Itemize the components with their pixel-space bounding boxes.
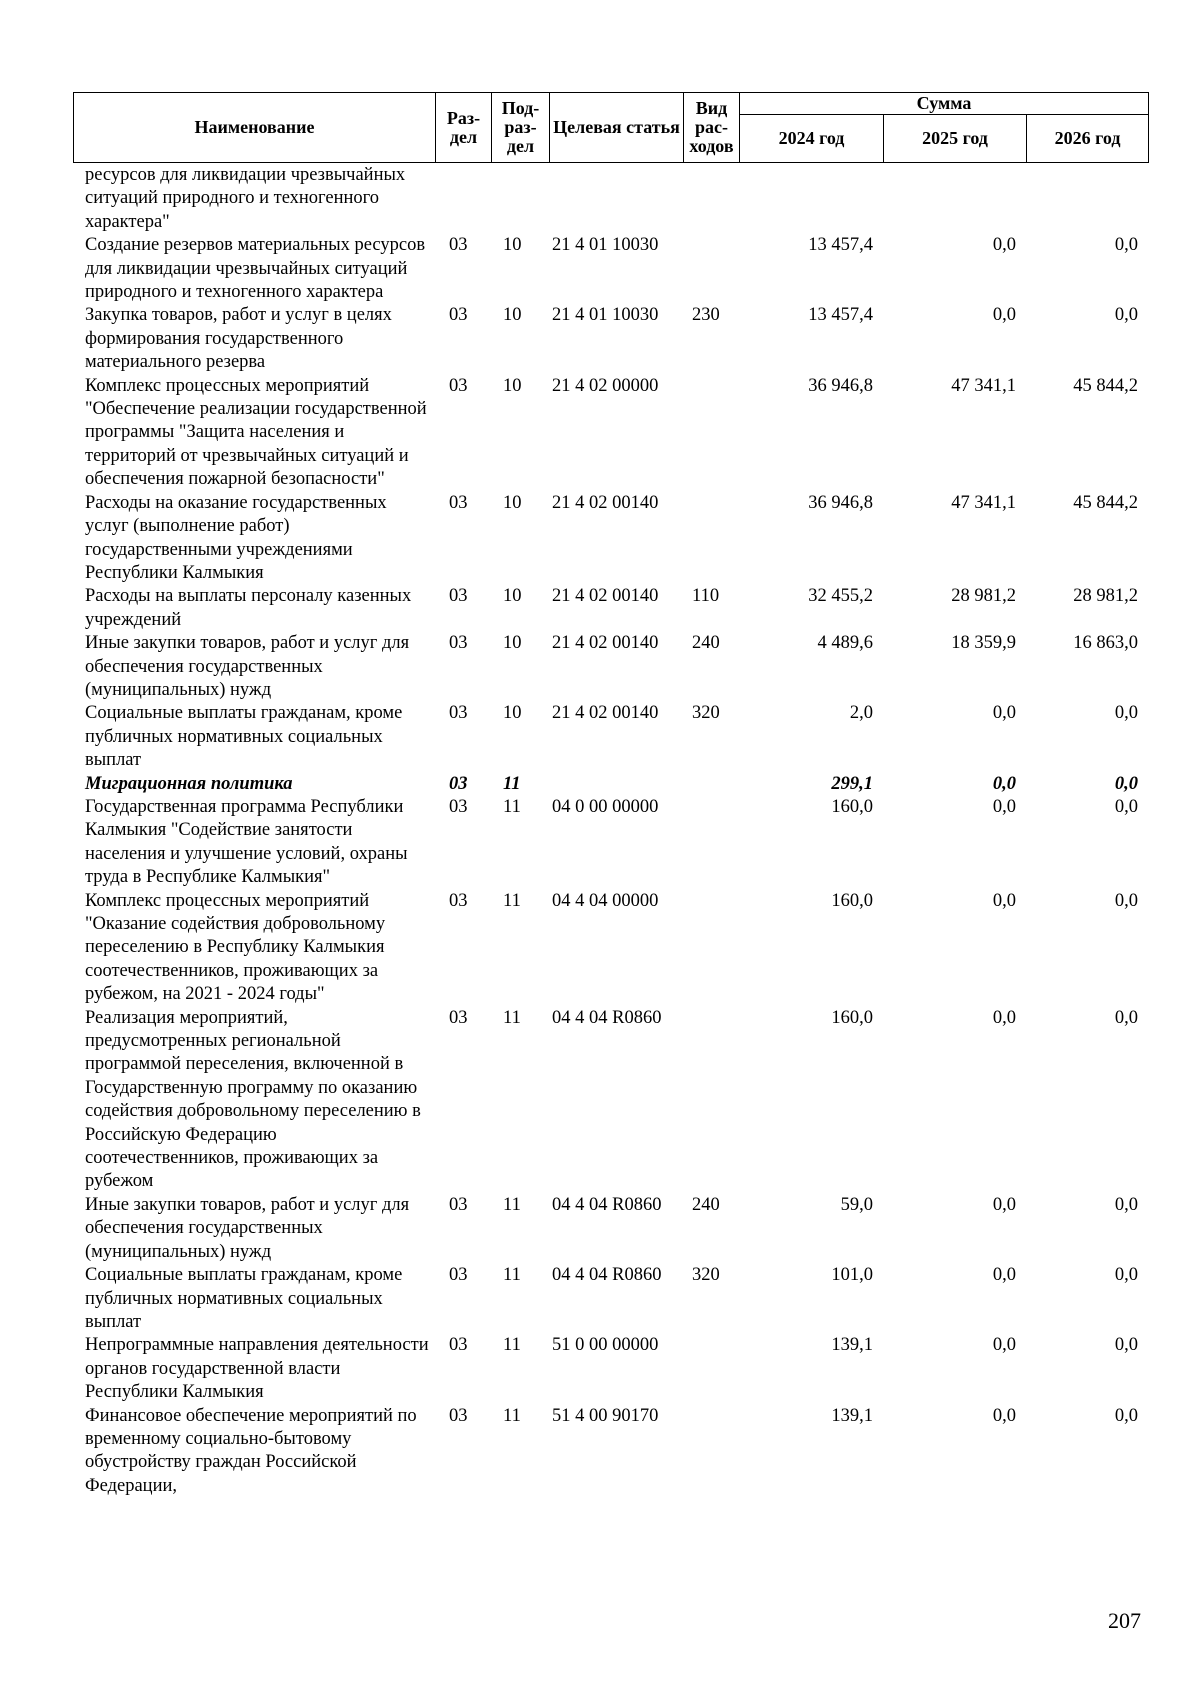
row-value-2024: 160,0 (831, 1007, 873, 1028)
header-vid-rashodov: Вид рас-ходов (684, 93, 740, 163)
row-celevaya-statya: 21 4 02 00140 (552, 586, 659, 607)
row-podrazdel: 11 (503, 773, 521, 794)
row-value-2025: 18 359,9 (951, 633, 1016, 654)
row-razdel: 03 (449, 1265, 468, 1286)
row-razdel: 03 (449, 235, 468, 256)
row-vid-rashodov (683, 796, 739, 890)
row-value-2026: 45 844,2 (1073, 492, 1138, 513)
row-value-2025: 0,0 (992, 235, 1016, 256)
row-value-2025: 0,0 (992, 305, 1016, 326)
row-value-2026: 16 863,0 (1073, 633, 1138, 654)
row-vid-rashodov (683, 492, 739, 586)
row-vid-rashodov (683, 234, 739, 304)
row-podrazdel: 10 (503, 305, 522, 326)
row-celevaya-statya (549, 164, 683, 234)
row-value-2026 (1026, 164, 1148, 234)
row-vid-rashodov: 240 (692, 1194, 720, 1215)
table-row (73, 773, 1148, 796)
row-razdel: 03 (449, 703, 468, 724)
row-name: Социальные выплаты гражданам, кроме публичных нормативных социальных выплат (85, 1265, 403, 1332)
row-razdel: 03 (449, 305, 468, 326)
row-vid-rashodov: 230 (692, 305, 720, 326)
row-podrazdel: 10 (503, 492, 522, 513)
row-razdel: 03 (449, 890, 468, 911)
row-value-2024: 32 455,2 (808, 586, 873, 607)
row-value-2024 (739, 164, 883, 234)
row-podrazdel: 10 (503, 235, 522, 256)
header-podrazdel: Под-раз-дел (492, 93, 550, 163)
header-celevaya-statya: Целевая статья (550, 93, 684, 163)
header-year-2024: 2024 год (740, 115, 884, 163)
row-value-2024: 13 457,4 (808, 305, 873, 326)
header-year-2025: 2025 год (884, 115, 1027, 163)
row-podrazdel: 11 (503, 1194, 521, 1215)
table-row (73, 632, 1148, 702)
row-value-2024: 160,0 (831, 796, 873, 817)
row-vid-rashodov (683, 375, 739, 492)
row-value-2025: 0,0 (992, 1405, 1016, 1426)
row-name: Создание резервов материальных ресурсов для ликвидации чрезвычайных ситуаций природного и техногенного характера (85, 235, 426, 303)
row-value-2026: 0,0 (1114, 773, 1138, 794)
row-vid-rashodov (683, 773, 739, 796)
row-vid-rashodov (683, 1334, 739, 1404)
row-podrazdel: 11 (503, 890, 521, 911)
row-value-2026: 0,0 (1114, 1007, 1138, 1028)
row-podrazdel: 10 (503, 375, 522, 396)
row-name: Финансовое обеспечение мероприятий по временному социально-бытовому обустройству граждан Российской Федерации, (85, 1405, 417, 1496)
row-vid-rashodov: 240 (692, 633, 720, 654)
row-razdel: 03 (449, 1007, 468, 1028)
row-vid-rashodov: 320 (692, 703, 720, 724)
row-razdel: 03 (449, 1405, 468, 1426)
row-value-2026: 28 981,2 (1073, 586, 1138, 607)
row-podrazdel: 11 (503, 1405, 521, 1426)
row-celevaya-statya: 21 4 02 00140 (552, 633, 659, 654)
table-row (73, 234, 1148, 304)
row-razdel: 03 (449, 796, 468, 817)
table-row (73, 1334, 1148, 1404)
row-value-2026: 0,0 (1114, 305, 1138, 326)
row-razdel: 03 (449, 1194, 468, 1215)
row-value-2025: 0,0 (992, 1007, 1016, 1028)
row-podrazdel: 11 (503, 1335, 521, 1356)
row-value-2025: 28 981,2 (951, 586, 1016, 607)
row-podrazdel: 11 (503, 1265, 521, 1286)
row-name: Расходы на оказание государственных услуг (выполнение работ) государственными учреждениями Республики Калмыкия (85, 492, 387, 583)
budget-table (73, 164, 1148, 1498)
row-value-2025: 0,0 (992, 890, 1016, 911)
row-podrazdel: 10 (503, 703, 522, 724)
row-value-2024: 59,0 (840, 1194, 873, 1215)
table-row (73, 1405, 1148, 1499)
row-value-2025: 47 341,1 (951, 375, 1016, 396)
row-celevaya-statya (549, 773, 683, 796)
row-razdel: 03 (449, 586, 468, 607)
row-name: Расходы на выплаты персоналу казенных учреждений (85, 586, 412, 630)
row-name: Реализация мероприятий, предусмотренных региональной программой переселения, включенной в Государственную программу по оказанию содействия добровольному переселению в Российскую Федерацию соотечественников, проживающих за рубежом (85, 1007, 421, 1192)
row-vid-rashodov (683, 890, 739, 1007)
row-value-2026: 0,0 (1114, 235, 1138, 256)
row-celevaya-statya: 21 4 02 00000 (552, 375, 659, 396)
row-value-2024: 36 946,8 (808, 492, 873, 513)
page-number: 207 (1108, 1608, 1141, 1633)
row-value-2026: 0,0 (1114, 1405, 1138, 1426)
row-razdel: 03 (449, 492, 468, 513)
table-header (73, 92, 1149, 163)
row-name: Закупка товаров, работ и услуг в целях формирования государственного материального резерва (85, 305, 392, 373)
row-podrazdel: 11 (503, 1007, 521, 1028)
budget-table-body (73, 164, 1148, 1498)
table-row (73, 702, 1148, 772)
row-value-2025 (883, 164, 1026, 234)
row-value-2024: 139,1 (831, 1335, 873, 1356)
header-year-2026: 2026 год (1027, 115, 1149, 163)
row-name: Государственная программа Республики Калмыкия "Содействие занятости населения и улучшение условий, охраны труда в Республике Калмыкия" (85, 796, 408, 888)
row-vid-rashodov (683, 1007, 739, 1194)
row-name: Иные закупки товаров, работ и услуг для обеспечения государственных (муниципальных) нужд (85, 1194, 410, 1262)
row-value-2026: 45 844,2 (1073, 375, 1138, 396)
row-value-2026: 0,0 (1114, 1335, 1138, 1356)
row-celevaya-statya: 04 4 04 R0860 (552, 1007, 662, 1028)
row-value-2026: 0,0 (1114, 890, 1138, 911)
table-row (73, 585, 1148, 632)
row-celevaya-statya: 04 0 00 00000 (552, 796, 659, 817)
row-value-2025: 0,0 (992, 1194, 1016, 1215)
header-summa: Сумма (740, 93, 1149, 115)
row-celevaya-statya: 21 4 01 10030 (552, 235, 659, 256)
row-podrazdel (491, 164, 549, 234)
row-celevaya-statya: 51 4 00 90170 (552, 1405, 659, 1426)
row-name: ресурсов для ликвидации чрезвычайных ситуаций природного и техногенного характера" (85, 165, 406, 232)
row-value-2026: 0,0 (1114, 1265, 1138, 1286)
row-value-2025: 0,0 (992, 796, 1016, 817)
row-podrazdel: 10 (503, 633, 522, 654)
table-row (73, 1264, 1148, 1334)
row-celevaya-statya: 21 4 02 00140 (552, 492, 659, 513)
table-row (73, 1007, 1148, 1194)
row-razdel: 03 (449, 1335, 468, 1356)
row-name: Социальные выплаты гражданам, кроме публичных нормативных социальных выплат (85, 703, 403, 771)
row-value-2024: 139,1 (831, 1405, 873, 1426)
row-name: Комплекс процессных мероприятий "Обеспечение реализации государственной программы "Защита населения и территорий от чрезвычайных ситуаций и обеспечения пожарной безопасности" (85, 375, 427, 490)
row-value-2025: 0,0 (992, 773, 1016, 794)
row-celevaya-statya: 21 4 01 10030 (552, 305, 659, 326)
row-razdel (435, 164, 491, 234)
row-value-2025: 0,0 (992, 1265, 1016, 1286)
header-name: Наименование (74, 93, 436, 163)
row-vid-rashodov: 320 (692, 1265, 720, 1286)
row-razdel: 03 (449, 375, 468, 396)
row-value-2025: 0,0 (992, 1335, 1016, 1356)
row-value-2026: 0,0 (1114, 796, 1138, 817)
table-row (73, 1194, 1148, 1264)
row-celevaya-statya: 04 4 04 00000 (552, 890, 659, 911)
row-value-2024: 13 457,4 (808, 235, 873, 256)
row-vid-rashodov (683, 164, 739, 234)
row-name: Непрограммные направления деятельности органов государственной власти Республики Калмыкия (85, 1335, 429, 1403)
row-celevaya-statya: 04 4 04 R0860 (552, 1194, 662, 1215)
row-value-2024: 4 489,6 (817, 633, 873, 654)
row-value-2024: 36 946,8 (808, 375, 873, 396)
row-value-2024: 160,0 (831, 890, 873, 911)
row-value-2026: 0,0 (1114, 703, 1138, 724)
header-razdel: Раз-дел (436, 93, 492, 163)
row-value-2025: 0,0 (992, 703, 1016, 724)
table-row (73, 375, 1148, 492)
table-row (73, 796, 1148, 890)
row-razdel: 03 (449, 633, 468, 654)
row-value-2024: 101,0 (831, 1265, 873, 1286)
row-name: Иные закупки товаров, работ и услуг для обеспечения государственных (муниципальных) нужд (85, 633, 410, 700)
row-razdel: 03 (449, 773, 468, 794)
row-celevaya-statya: 04 4 04 R0860 (552, 1265, 662, 1286)
row-vid-rashodov: 110 (692, 586, 720, 607)
table-row (73, 164, 1148, 234)
row-value-2024: 299,1 (831, 773, 873, 794)
row-value-2026: 0,0 (1114, 1194, 1138, 1215)
table-row (73, 890, 1148, 1007)
row-name: Комплекс процессных мероприятий "Оказание содействия добровольному переселению в Республику Калмыкия соотечественников, проживающих за рубежом, на 2021 - 2024 годы" (85, 890, 386, 1005)
row-podrazdel: 10 (503, 586, 522, 607)
row-celevaya-statya: 21 4 02 00140 (552, 703, 659, 724)
row-value-2024: 2,0 (849, 703, 873, 724)
table-row (73, 304, 1148, 374)
row-name: Миграционная политика (85, 773, 293, 794)
table-row (73, 492, 1148, 586)
row-podrazdel: 11 (503, 796, 521, 817)
row-vid-rashodov (683, 1405, 739, 1499)
row-value-2025: 47 341,1 (951, 492, 1016, 513)
row-celevaya-statya: 51 0 00 00000 (552, 1335, 659, 1356)
